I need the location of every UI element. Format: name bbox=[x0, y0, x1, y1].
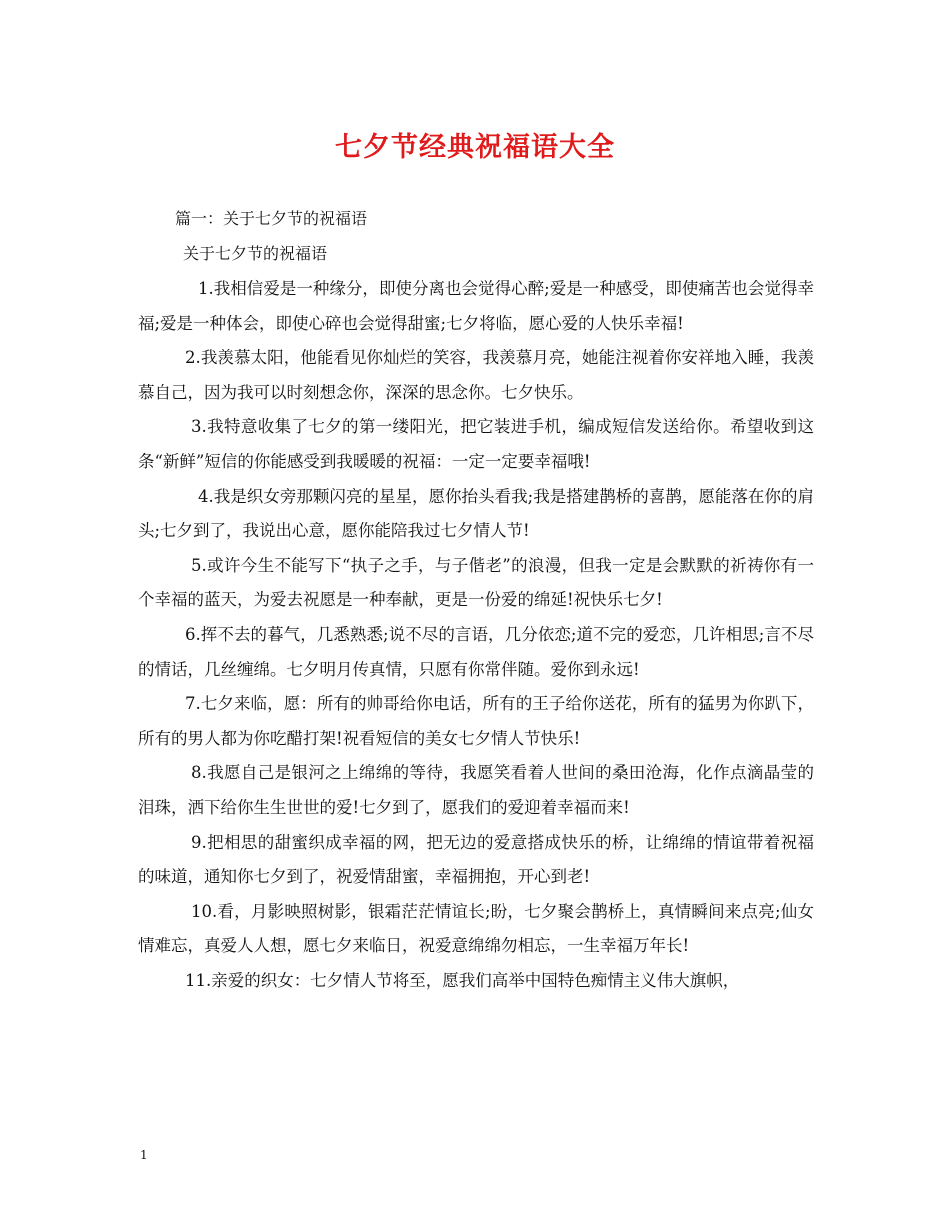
paragraph-1: 1.我相信爱是一种缘分，即使分离也会觉得心醉;爱是一种感受，即使痛苦也会觉得幸福;爱是一种体会，即使心碎也会觉得甜蜜;七夕将临，愿心爱的人快乐幸福! bbox=[138, 279, 814, 333]
paragraph-2: 2.我羡慕太阳，他能看见你灿烂的笑容，我羡慕月亮，她能注视着你安祥地入睡，我羡慕自己，因为我可以时刻想念你，深深的思念你。七夕快乐。 bbox=[138, 348, 814, 402]
paragraph-11: 11.亲爱的织女：七夕情人节将至，愿我们高举中国特色痴情主义伟大旗帜， bbox=[185, 970, 740, 990]
paragraph-9: 9.把相思的甜蜜织成幸福的网，把无边的爱意搭成快乐的桥，让绵绵的情谊带着祝福的味道，通知你七夕到了，祝爱情甜蜜，幸福拥抱，开心到老! bbox=[138, 832, 814, 887]
body-text bbox=[138, 272, 814, 998]
paragraph-8: 8.我愿自己是银河之上绵绵的等待，我愿笑看着人世间的桑田沧海，化作点滴晶莹的泪珠，洒下给你生生世世的爱!七夕到了，愿我们的爱迎着幸福而来! bbox=[138, 763, 814, 817]
paragraph-10: 10.看，月影映照树影，银霜茫茫情谊长;盼，七夕聚会鹊桥上，真情瞬间来点亮;仙女情难忘，真爱人人想，愿七夕来临日，祝爱意绵绵勿相忘，一生幸福万年长! bbox=[138, 901, 814, 956]
paragraph-7: 7.七夕来临，愿：所有的帅哥给你电话，所有的王子给你送花，所有的猛男为你趴下，所有的男人都为你吃醋打架!祝看短信的美女七夕情人节快乐! bbox=[138, 694, 814, 748]
sub-heading: 关于七夕节的祝福语 bbox=[183, 244, 328, 263]
section-heading: 篇一：关于七夕节的祝福语 bbox=[175, 209, 368, 228]
paragraph-3: 3.我特意收集了七夕的第一缕阳光，把它装进手机，编成短信发送给你。希望收到这条“新鲜”短信的你能感受到我暖暖的祝福：一定一定要幸福哦! bbox=[138, 417, 814, 471]
paragraph-5: 5.或许今生不能写下“执子之手，与子偕老”的浪漫，但我一定是会默默的祈祷你有一个幸福的蓝天，为爱去祝愿是一种奉献，更是一份爱的绵延!祝快乐七夕! bbox=[138, 555, 814, 610]
paragraph-6: 6.挥不去的暮气，几悉熟悉;说不尽的言语，几分依恋;道不完的爱恋，几许相思;言不尽的情话，几丝缠绵。七夕明月传真情，只愿有你常伴随。爱你到永远! bbox=[138, 624, 814, 679]
page-number: 1 bbox=[140, 1148, 148, 1162]
paragraph-4: 4.我是织女旁那颗闪亮的星星，愿你抬头看我;我是搭建鹊桥的喜鹊，愿能落在你的肩头;七夕到了，我说出心意，愿你能陪我过七夕情人节! bbox=[138, 486, 814, 541]
document-title: 七夕节经典祝福语大全 bbox=[335, 132, 615, 163]
